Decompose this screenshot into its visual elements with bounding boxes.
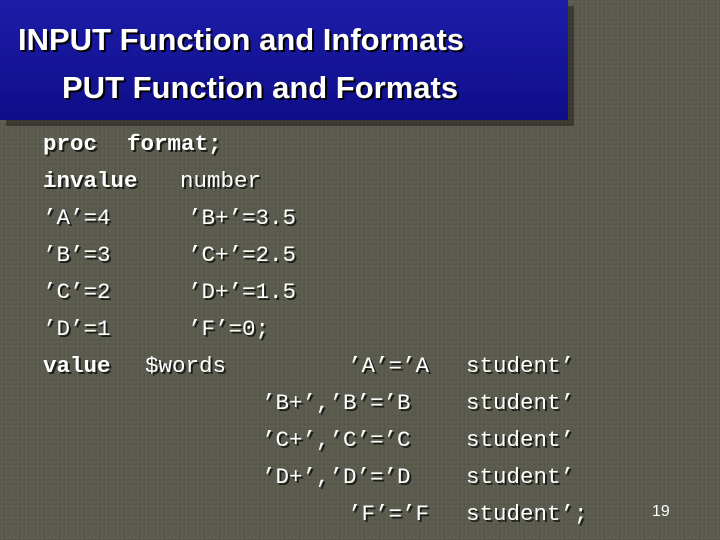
code-keyword-invalue: invalue: [43, 168, 138, 194]
code-invalue-entry: ’B’=3: [43, 242, 111, 268]
code-keyword-format: format;: [127, 131, 222, 157]
code-value-label: student’: [466, 390, 575, 416]
code-value-entry: ’A’=’A: [348, 353, 430, 379]
code-keyword-value: value: [43, 353, 111, 379]
code-invalue-entry: ’C’=2: [43, 279, 111, 305]
code-value-entry: ’D+’,’D’=’D: [262, 464, 411, 490]
code-value-name: $words: [145, 353, 227, 379]
code-value-label: student’: [466, 464, 575, 490]
slide-title-line-2: PUT Function and Formats: [62, 70, 459, 105]
code-invalue-entry: ’C+’=2.5: [188, 242, 297, 268]
code-value-label: student’: [466, 353, 575, 379]
code-invalue-entry: ’A’=4: [43, 205, 111, 231]
code-value-label: student’: [466, 427, 575, 453]
code-value-entry: ’C+’,’C’=’C: [262, 427, 411, 453]
page-number: 19: [652, 503, 670, 520]
code-invalue-entry: ’D+’=1.5: [188, 279, 297, 305]
code-invalue-entry: ’B+’=3.5: [188, 205, 297, 231]
code-keyword-proc: proc: [43, 131, 98, 157]
code-value-label: student’;: [466, 501, 588, 527]
code-invalue-entry: ’D’=1: [43, 316, 111, 342]
code-invalue-name: number: [180, 168, 262, 194]
code-value-entry: ’F’=’F: [348, 501, 430, 527]
slide-title-line-1: INPUT Function and Informats: [18, 22, 465, 57]
code-invalue-entry: ’F’=0;: [188, 316, 270, 342]
code-value-entry: ’B+’,’B’=’B: [262, 390, 411, 416]
